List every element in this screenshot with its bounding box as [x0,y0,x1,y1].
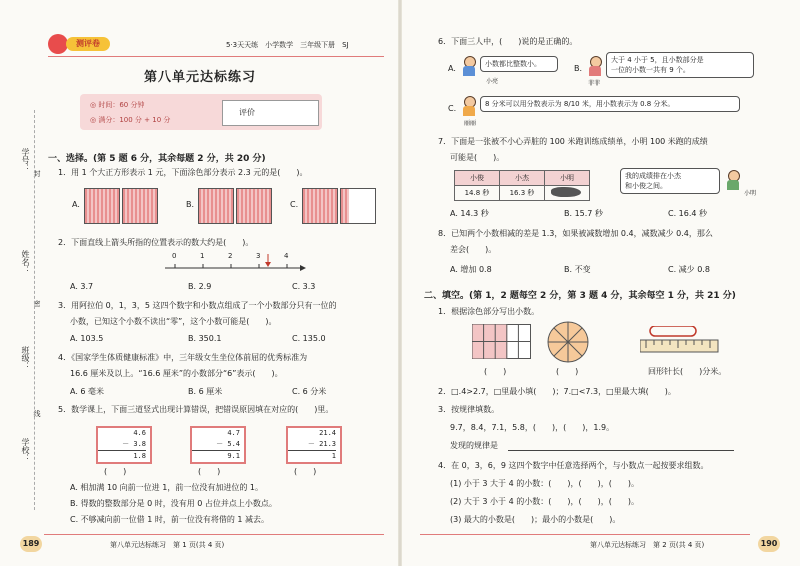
xian-label: 线 [33,410,41,417]
q8-opt-c: C. 减少 0.8 [668,265,710,274]
q3-opt-a: A. 103.5 [70,334,104,343]
q1-c-square2 [340,188,376,224]
calc-3-r: 1 [288,450,336,462]
xuexiao-label: 学校： [21,438,30,462]
q3-opt-b: B. 350.1 [188,334,222,343]
kid-xiaoming-icon [726,170,740,190]
page-number-left: 189 [20,536,42,552]
q5-reason-a: A. 相加满 10 向前一位进 1，前一位没有加进位的 1。 [70,483,263,492]
calc-3-a: 21.4 [319,429,336,437]
q2-opt-b: B. 2.9 [188,282,212,291]
s2-q4-s2: (2) 大于 3 小于 4 的小数：( )，( )，( )。 [450,497,639,506]
footer-rule-left [44,534,384,535]
q1-a-square1 [84,188,120,224]
q5-calc-2 [190,426,246,464]
binding-sidebar [10,110,42,510]
q7-value-3 [545,186,590,201]
header-rule [48,56,384,57]
q8-line2: 差会( )。 [450,245,497,254]
q7-header-1: 小俊 [455,171,500,186]
q1-opt-c: C. [290,200,299,209]
q4-line1: 4．《国家学生体质健康标准》中，三年级女生坐位体前屈的优秀标准为 [58,353,308,362]
q4-opt-b: B. 6 厘米 [188,387,223,396]
q2-opt-c: C. 3.3 [292,282,316,291]
page-number-right: 190 [758,536,780,552]
q8-opt-a: A. 增加 0.8 [450,265,492,274]
s2-q1-ruler-figure [640,326,720,356]
q6-c-label: C. [448,104,457,113]
q5-reason-c: C. 不够减向前一位借 1 时，前一位没有将借的 1 减去。 [70,515,270,524]
q8-line1: 8．已知两个小数相减的差是 1.3，如果被减数增加 0.4，减数减少 0.4，那么 [438,229,713,238]
banji-label: 班级： [21,346,30,370]
calc-3-b: － 21.3 [307,440,336,448]
q5-paren-1[interactable]: ( ) [104,467,127,476]
q7-header-2: 小杰 [500,171,545,186]
s2-q1-grid-figure [472,324,532,360]
kid-lili-icon [462,96,476,116]
q7-value-1: 14.8 秒 [455,186,500,201]
q2-tick-4: 4 [284,252,289,260]
q7-header-3: 小明 [545,171,590,186]
q6-a-said: 小数都比整数小。 [485,60,541,68]
s2-q1-text: 1．根据涂色部分写出小数。 [438,307,540,316]
s2-q1-circle-figure [546,320,590,364]
s2-q4-s3: (3) 最大的小数是( )；最小的小数是( )。 [450,515,621,524]
time-label: ◎ 时间：60 分钟 [90,101,145,109]
q6-a-bubble [480,56,558,72]
q1-text: 1．用 1 个大正方形表示 1 元，下面涂色部分表示 2.3 元的是( )。 [58,168,308,177]
q1-b-square1 [198,188,234,224]
brand-logo [48,34,112,54]
calc-2-r: 9.1 [192,450,240,462]
mascot-icon [48,34,68,54]
q5-reason-b: B. 得数的整数部分是 0 时，没有用 0 占位并点上小数点。 [70,499,277,508]
q6-b-name: 菲菲 [588,80,601,87]
s2-q1-blank-2[interactable]: ( ) [556,367,579,376]
q6-c-said: 8 分米可以用分数表示为 8/10 米，用小数表示为 0.8 分米。 [485,100,675,108]
logo-text: 测评卷 [66,37,110,51]
q7-bubble [620,168,720,194]
s2-q4-text: 4．在 0，3，6，9 这四个数字中任意选择两个，与小数点一起按要求组数。 [438,461,709,470]
q5-calc-3 [286,426,342,464]
q7-line2: 可能是( )。 [450,153,505,162]
q8-opt-b: B. 不变 [564,265,591,274]
q7-opt-c: C. 16.4 秒 [668,209,708,218]
s2-q1-blank-1[interactable]: ( ) [484,367,507,376]
q2-tick-0: 0 [172,252,177,260]
q7-line1: 7．下面是一张被不小心弄脏的 100 米跑训练成绩单，小明 100 米跑的成绩 [438,137,708,146]
cut-line [34,110,36,510]
q1-opt-a: A. [72,200,80,209]
calc-1-r: 1.8 [98,450,146,462]
q6-b-bubble [606,52,754,78]
kid-feifei-icon [588,56,602,76]
q4-line2: 16.6 厘米及以上。“16.6 厘米”的小数部分“6”表示( )。 [70,369,283,378]
section2-title: 二、填空。(第 1，2 题每空 2 分，第 3 题 4 分，其余每空 1 分，共 21 分) [424,291,736,301]
section1-title: 一、选择。(第 5 题 6 分，其余每题 2 分，共 20 分) [48,154,266,164]
q7-score-table [454,170,590,201]
q3-line2: 小数，已知这个小数不读出“零”，这个小数可能是( )。 [70,317,277,326]
q6-c-name: 丽丽 [464,120,477,127]
q7-name: 小明 [744,190,757,197]
q2-tick-2: 2 [228,252,233,260]
q6-text: 6．下面三人中，( )说的是正确的。 [438,37,578,46]
feng-label: 封 [33,170,41,177]
q5-paren-3[interactable]: ( ) [294,467,317,476]
s2-q1-ruler-label: 回形针长( )分米。 [648,367,727,376]
q1-b-square2 [236,188,272,224]
page-title: 第八单元达标练习 [143,70,256,85]
score-label: ◎ 满分：100 分 + 10 分 [90,116,171,124]
q7-value-2: 16.3 秒 [500,186,545,201]
q6-a-label: A. [448,64,456,73]
s2-q3-text: 3．按规律填数。 [438,405,500,414]
q7-said-1: 我的成绩排在小杰 [625,172,681,180]
s2-q3-rule-answer-line[interactable] [508,450,734,451]
q1-a-square2 [122,188,158,224]
q1-opt-b: B. [186,200,195,209]
s2-q4-s1: (1) 小于 3 大于 4 的小数：( )，( )，( )。 [450,479,639,488]
calc-1-b: － 3.8 [122,440,146,448]
q2-tick-3: 3 [256,252,261,260]
right-page [400,0,800,566]
xingming-label: 姓名： [21,250,30,274]
q7-opt-a: A. 14.3 秒 [450,209,489,218]
q2-text: 2．下面直线上箭头所指的位置表示的数大约是( )。 [58,238,254,247]
q6-b-said-2: 一位的小数一共有 9 个。 [611,66,690,74]
s2-q3-seq: 9.7，8.4，7.1，5.8，( )，( )，1.9。 [450,423,615,432]
q5-text: 5．数学课上，下面三道竖式出现计算错误，把错误原因填在对应的( )里。 [58,405,334,414]
q5-calc-1 [96,426,152,464]
q7-said-2: 和小俊之间。 [625,182,667,190]
q2-opt-a: A. 3.7 [70,282,94,291]
q7-opt-b: B. 15.7 秒 [564,209,603,218]
q5-paren-2[interactable]: ( ) [198,467,221,476]
calc-1-a: 4.6 [133,429,146,437]
series-label: 5·3天天练 小学数学 三年级下册 SJ [226,41,349,49]
calc-2-b: － 5.4 [216,440,240,448]
kid-xiaoliang-icon [462,56,476,76]
calc-2-a: 4.7 [227,429,240,437]
q6-b-label: B. [574,64,583,73]
q4-opt-c: C. 6 分米 [292,387,327,396]
mi-label: 密 [33,300,41,307]
footer-text-left: 第八单元达标练习 第 1 页(共 4 页) [110,541,225,549]
xuehao-label: 学号： [21,148,30,172]
eval-label: 评价 [222,100,272,126]
eval-field[interactable] [270,100,319,126]
ink-blot-icon [551,187,581,197]
q6-c-bubble [480,96,740,112]
footer-text-right: 第八单元达标练习 第 2 页(共 4 页) [590,541,705,549]
q2-tick-1: 1 [200,252,205,260]
q4-opt-a: A. 6 毫米 [70,387,105,396]
footer-rule-right [420,534,750,535]
q3-line1: 3．用阿拉伯 0，1，3，5 这四个数字和小数点组成了一个小数部分只有一位的 [58,301,337,310]
s2-q3-rule-label: 发现的规律是 [450,441,498,450]
q6-b-said-1: 大于 4 小于 5，且小数部分是 [611,56,704,64]
q1-c-square1 [302,188,338,224]
q3-opt-c: C. 135.0 [292,334,326,343]
s2-q2-text: 2．□.4>2.7，□里最小填( )；7.□<7.3，□里最大填( )。 [438,387,676,396]
q6-a-name: 小亮 [486,78,499,85]
